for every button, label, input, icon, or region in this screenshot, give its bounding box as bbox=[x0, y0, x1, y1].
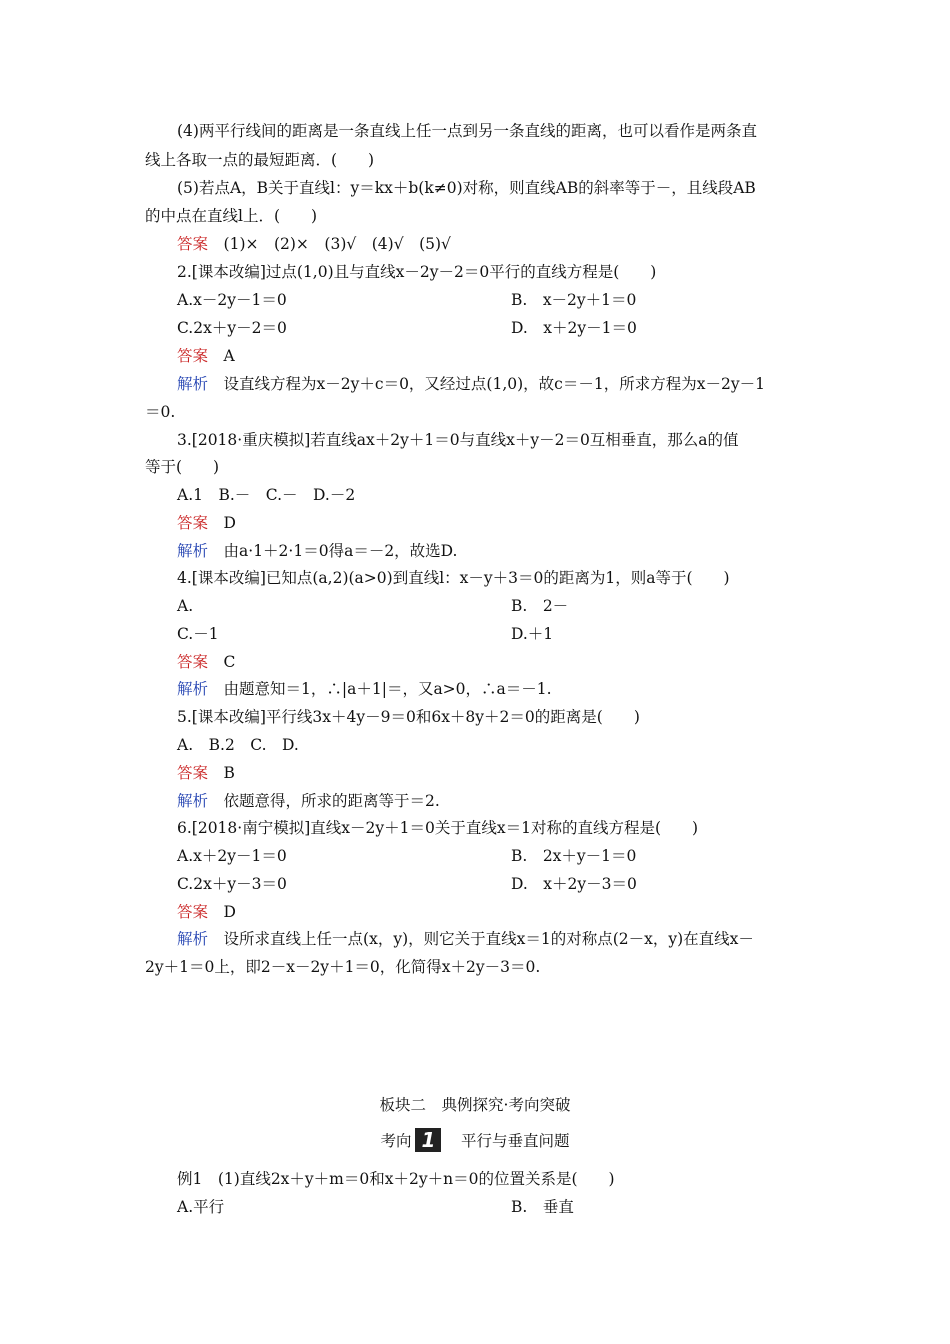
direction-number-badge: 1 bbox=[415, 1128, 441, 1152]
answer-text: B bbox=[223, 764, 235, 782]
direction-prefix: 考向 bbox=[380, 1132, 412, 1150]
text-line: 的中点在直线l上．( ) bbox=[145, 207, 318, 225]
question-4: 4.[课本改编]已知点(a,2)(a>0)到直线l：x－y＋3＝0的距离为1，则a等于( ) bbox=[177, 569, 730, 587]
analysis-text: 由题意知＝1，∴|a＋1|＝，又a>0，∴a＝－1. bbox=[223, 680, 552, 698]
analysis-label: 解析 bbox=[177, 792, 209, 810]
analysis-line bbox=[177, 374, 765, 394]
option-b: B. x－2y＋1＝0 bbox=[511, 291, 637, 309]
answer-label: 答案 bbox=[177, 653, 209, 671]
answer-text: D bbox=[223, 514, 236, 532]
question-2: 2.[课本改编]过点(1,0)且与直线x－2y－2＝0平行的直线方程是( ) bbox=[177, 263, 657, 281]
options-row: A. B.2 C. D. bbox=[177, 736, 299, 754]
analysis-text: 依题意得，所求的距离等于＝2. bbox=[223, 792, 440, 810]
option-c: C.2x＋y－3＝0 bbox=[177, 875, 287, 893]
option-a: A.x＋2y－1＝0 bbox=[177, 847, 287, 865]
answer-label: 答案 bbox=[177, 514, 209, 532]
answer-line bbox=[177, 902, 236, 922]
text-line: (4)两平行线间的距离是一条直线上任一点到另一条直线的距离，也可以看作是两条直 bbox=[177, 122, 757, 140]
analysis-label: 解析 bbox=[177, 680, 209, 698]
answer-line bbox=[177, 234, 451, 254]
analysis-line bbox=[177, 929, 754, 949]
analysis-label: 解析 bbox=[177, 930, 209, 948]
analysis-text: 由a·1＋2·1＝0得a＝－2，故选D. bbox=[223, 542, 458, 560]
option-d: D. x＋2y－3＝0 bbox=[511, 875, 637, 893]
answer-text: D bbox=[223, 903, 236, 921]
answer-line bbox=[177, 346, 235, 366]
text-line: (5)若点A，B关于直线l：y＝kx＋b(k≠0)对称，则直线AB的斜率等于－，且线段AB bbox=[177, 179, 756, 197]
analysis-line bbox=[177, 791, 440, 811]
text-line: 等于( ) bbox=[145, 458, 220, 476]
answer-line bbox=[177, 513, 236, 533]
analysis-line bbox=[177, 679, 552, 699]
question-5: 5.[课本改编]平行线3x＋4y－9＝0和6x＋8y＋2＝0的距离是( ) bbox=[177, 708, 640, 726]
answer-text: C bbox=[223, 653, 236, 671]
question-6: 6.[2018·南宁模拟]直线x－2y＋1＝0关于直线x＝1对称的直线方程是( ) bbox=[177, 819, 699, 837]
analysis-line bbox=[177, 541, 457, 561]
answer-line bbox=[177, 652, 235, 672]
option-c: C.－1 bbox=[177, 625, 219, 643]
direction-title: 平行与垂直问题 bbox=[461, 1132, 570, 1150]
text-line: 2y＋1＝0上，即2－x－2y＋1＝0，化简得x＋2y－3＝0. bbox=[145, 958, 541, 976]
analysis-label: 解析 bbox=[177, 542, 209, 560]
example-1: 例1 (1)直线2x＋y＋m＝0和x＋2y＋n＝0的位置关系是( ) bbox=[177, 1170, 615, 1188]
analysis-label: 解析 bbox=[177, 375, 209, 393]
option-c: C.2x＋y－2＝0 bbox=[177, 319, 287, 337]
answer-label: 答案 bbox=[177, 235, 209, 253]
answer-label: 答案 bbox=[177, 347, 209, 365]
option-b: B. 2x＋y－1＝0 bbox=[511, 847, 637, 865]
answer-line bbox=[177, 763, 235, 783]
option-a: A. bbox=[177, 597, 194, 615]
answer-text: (1)× (2)× (3)√ (4)√ (5)√ bbox=[223, 235, 451, 253]
option-a: A.平行 bbox=[177, 1198, 225, 1216]
option-b: B. 2－ bbox=[511, 597, 569, 615]
answer-text: A bbox=[223, 347, 235, 365]
text-line: 线上各取一点的最短距离．( ) bbox=[145, 151, 375, 169]
option-d: D.＋1 bbox=[511, 625, 554, 643]
analysis-text: 设所求直线上任一点(x，y)，则它关于直线x＝1的对称点(2－x，y)在直线x－ bbox=[223, 930, 754, 948]
answer-label: 答案 bbox=[177, 764, 209, 782]
text-line: ＝0. bbox=[145, 403, 176, 421]
option-d: D. x＋2y－1＝0 bbox=[511, 319, 637, 337]
answer-label: 答案 bbox=[177, 903, 209, 921]
section-title: 板块二 典例探究·考向突破 bbox=[379, 1096, 571, 1114]
analysis-text: 设直线方程为x－2y＋c＝0，又经过点(1,0)，故c＝－1，所求方程为x－2y－1 bbox=[223, 375, 765, 393]
option-b: B. 垂直 bbox=[511, 1198, 574, 1216]
direction-heading bbox=[0, 1128, 950, 1154]
question-3: 3.[2018·重庆模拟]若直线ax＋2y＋1＝0与直线x＋y－2＝0互相垂直，那么a的值 bbox=[177, 431, 739, 449]
options-row: A.1 B.－ C.－ D.－2 bbox=[177, 486, 356, 504]
option-a: A.x－2y－1＝0 bbox=[177, 291, 287, 309]
